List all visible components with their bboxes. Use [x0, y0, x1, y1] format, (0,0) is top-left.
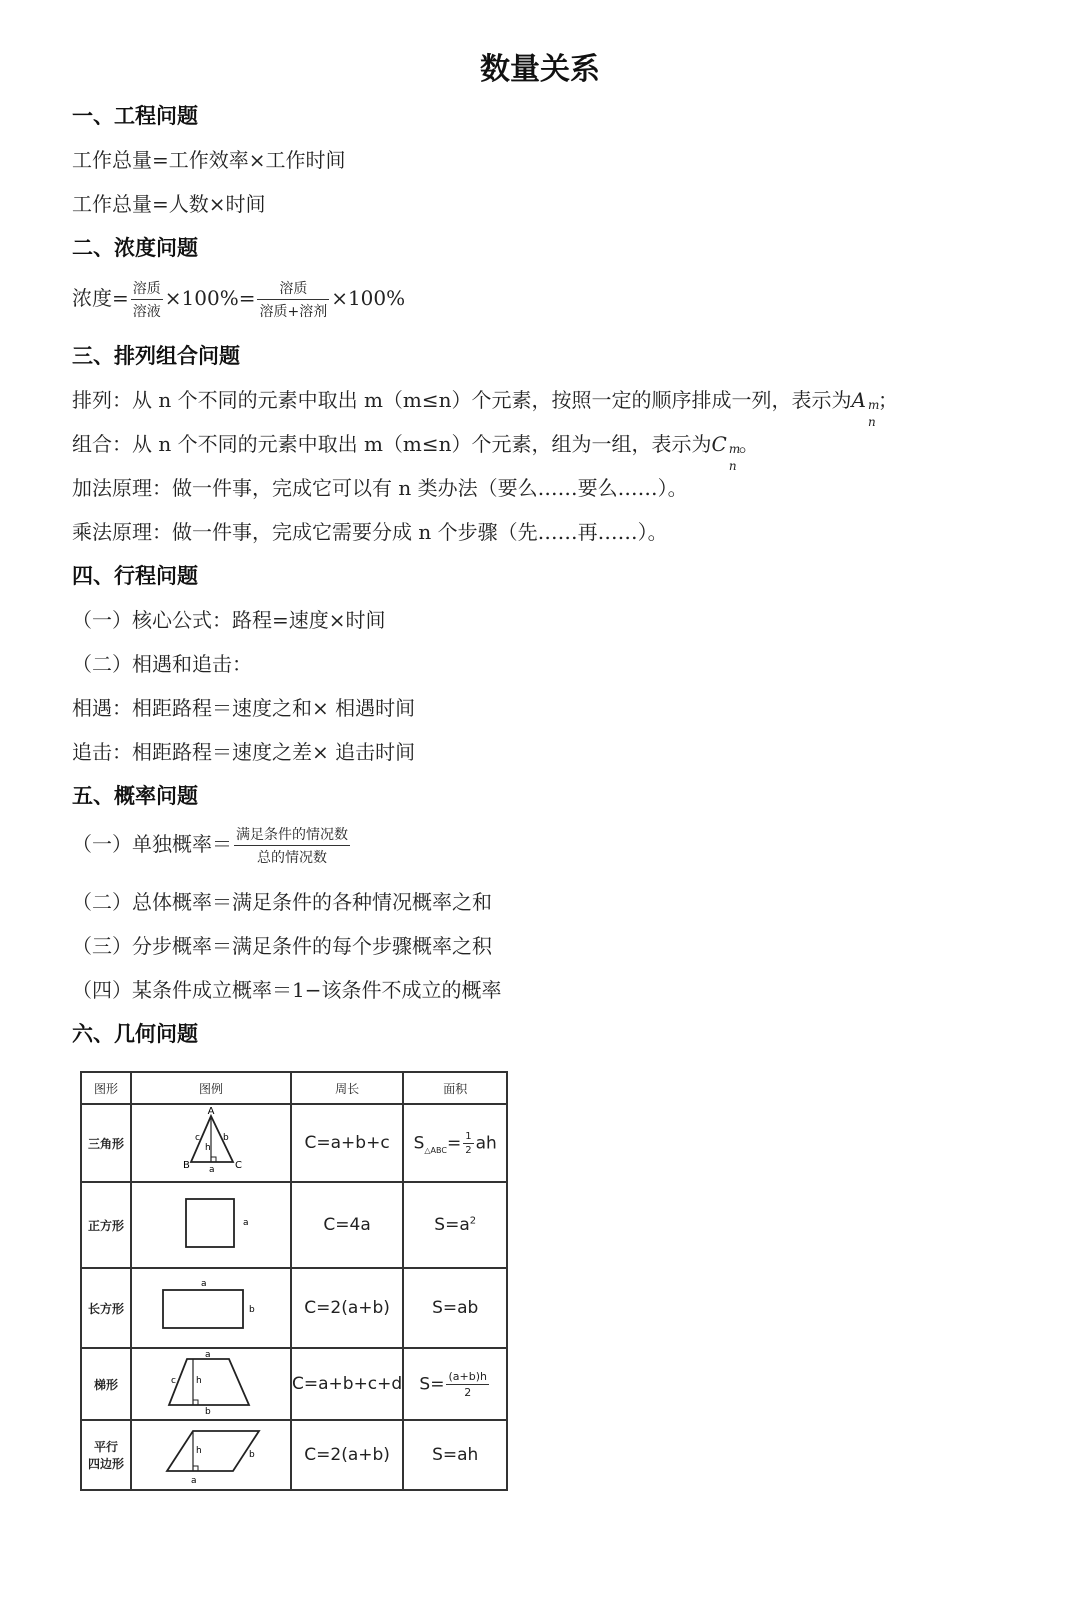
- rectangle-figure: [131, 1268, 291, 1348]
- area-exponent: 2: [469, 1215, 477, 1227]
- trapezoid-diagram: [141, 1349, 281, 1415]
- label-c: c: [195, 1133, 200, 1143]
- table-row-parallelogram: [81, 1420, 507, 1490]
- section-heading-probability: 五、概率问题: [72, 784, 198, 808]
- area-eq: =: [446, 1133, 462, 1153]
- travel-meet-formula: 相遇：相距路程＝速度之和× 相遇时间: [72, 696, 416, 720]
- combination-symbol: [711, 432, 741, 473]
- fraction-denominator: 2: [464, 1385, 472, 1399]
- symbol-c: C: [711, 432, 727, 456]
- label-h: h: [196, 1446, 202, 1456]
- label-a: a: [191, 1476, 197, 1485]
- rectangle-diagram: [141, 1276, 281, 1336]
- shape-name-line1: 平行: [93, 1440, 118, 1454]
- label-b: b: [223, 1133, 229, 1143]
- multiplication-principle: 乘法原理：做一件事，完成它需要分成 n 个步骤（先……再……）。: [72, 520, 668, 544]
- shape-name: 长方形: [81, 1268, 131, 1348]
- label-a: a: [201, 1279, 207, 1289]
- concentration-prefix: 浓度=: [72, 286, 129, 310]
- probability-overall: （二）总体概率＝满足条件的各种情况概率之和: [72, 890, 492, 914]
- shape-name: 正方形: [81, 1182, 131, 1268]
- fraction-numerator: 1: [465, 1130, 472, 1142]
- table-row-trapezoid: [81, 1348, 507, 1420]
- table-row-square: [81, 1182, 507, 1268]
- travel-chase-formula: 追击：相距路程＝速度之差× 追击时间: [72, 740, 416, 764]
- fraction-numerator: 溶质: [131, 278, 163, 300]
- concentration-suffix: ×100%: [331, 286, 406, 310]
- triangle-perimeter: C=a+b+c: [291, 1104, 403, 1182]
- area-s: S=: [419, 1374, 445, 1394]
- triangle-diagram: [151, 1106, 271, 1176]
- travel-meet-chase: （二）相遇和追击：: [72, 652, 252, 676]
- label-C: C: [235, 1160, 242, 1171]
- shape-name-line2: 四边形: [87, 1457, 124, 1471]
- table-header-row: [81, 1072, 507, 1104]
- permutation-text: 排列：从 n 个不同的元素中取出 m（m≤n）个元素，按照一定的顺序排成一列，表示为: [72, 388, 852, 412]
- table-row-triangle: [81, 1104, 507, 1182]
- fraction-denominator: 总的情况数: [257, 850, 327, 866]
- label-a: a: [205, 1350, 211, 1360]
- header-area: 面积: [403, 1072, 507, 1104]
- area-ah: ah: [475, 1133, 497, 1153]
- combination-definition: [72, 428, 759, 473]
- engineering-formula-2: 工作总量=人数×时间: [72, 192, 266, 216]
- label-b: b: [249, 1450, 255, 1460]
- addition-principle: 加法原理：做一件事，完成它可以有 n 类办法（要么……要么……）。: [72, 476, 688, 500]
- section-heading-concentration: 二、浓度问题: [72, 236, 198, 260]
- label-B: B: [183, 1160, 190, 1171]
- probability-single: [72, 824, 352, 867]
- label-a: a: [243, 1218, 249, 1228]
- engineering-formula-1: 工作总量=工作效率×工作时间: [72, 148, 346, 172]
- label-b: b: [205, 1407, 211, 1415]
- square-area: [403, 1182, 507, 1268]
- symbol-a: A: [851, 388, 866, 412]
- probability-single-label: （一）单独概率＝: [72, 832, 232, 856]
- square-figure: [131, 1182, 291, 1268]
- shape-name: 三角形: [81, 1104, 131, 1182]
- fraction-numerator: 溶质: [257, 278, 329, 300]
- area-subscript: △ABC: [424, 1145, 447, 1155]
- parallelogram-diagram: [141, 1421, 281, 1485]
- header-shape: 图形: [81, 1072, 131, 1104]
- square-perimeter: C=4a: [291, 1182, 403, 1268]
- permutation-end: ；: [877, 388, 898, 412]
- parallelogram-area: S=ah: [403, 1420, 507, 1490]
- fraction-numerator: 满足条件的情况数: [234, 824, 350, 846]
- fraction-solute-solution: [131, 278, 163, 321]
- label-c: c: [171, 1376, 176, 1386]
- symbol-sub: n: [867, 415, 876, 429]
- section-heading-travel: 四、行程问题: [72, 564, 198, 588]
- probability-complement: （四）某条件成立概率＝1−该条件不成立的概率: [72, 978, 502, 1002]
- triangle-area: [403, 1104, 507, 1182]
- fraction-solute-total: [257, 278, 329, 321]
- fraction-denominator: 溶质+溶剂: [259, 304, 328, 320]
- trapezoid-figure: [131, 1348, 291, 1420]
- probability-stepwise: （三）分步概率＝满足条件的每个步骤概率之积: [72, 934, 492, 958]
- probability-fraction: [234, 824, 350, 867]
- fraction-denominator: 2: [465, 1144, 472, 1156]
- area-fraction: [463, 1131, 473, 1156]
- area-fraction: [446, 1370, 489, 1399]
- label-A: A: [207, 1106, 215, 1117]
- shape-name: [81, 1420, 131, 1490]
- trapezoid-perimeter: C=a+b+c+d: [291, 1348, 403, 1420]
- fraction-numerator: (a+b)h: [448, 1369, 487, 1383]
- rectangle-area: S=ab: [403, 1268, 507, 1348]
- symbol-sup: m: [728, 442, 741, 456]
- trapezoid-area: [403, 1348, 507, 1420]
- section-heading-engineering: 一、工程问题: [72, 104, 198, 128]
- label-a: a: [209, 1165, 215, 1175]
- permutation-symbol: [851, 388, 880, 429]
- permutation-definition: [72, 384, 898, 429]
- parallelogram-perimeter: C=2(a+b): [291, 1420, 403, 1490]
- parallelogram-figure: [131, 1420, 291, 1490]
- shape-name: 梯形: [81, 1348, 131, 1420]
- triangle-figure: [131, 1104, 291, 1182]
- symbol-sup: m: [867, 398, 880, 412]
- symbol-sub: n: [728, 459, 737, 473]
- combination-text: 组合：从 n 个不同的元素中取出 m（m≤n）个元素，组为一组，表示为: [72, 432, 712, 456]
- area-text: S=a: [434, 1215, 470, 1235]
- concentration-mid: ×100%=: [164, 286, 256, 310]
- geometry-table: [80, 1071, 508, 1491]
- page-title: 数量关系: [480, 52, 600, 87]
- header-perimeter: 周长: [291, 1072, 403, 1104]
- travel-core-formula: （一）核心公式：路程=速度×时间: [72, 608, 386, 632]
- area-s: S: [413, 1133, 425, 1153]
- section-heading-geometry: 六、几何问题: [72, 1022, 198, 1046]
- fraction-denominator: 溶液: [132, 304, 161, 320]
- combination-end: 。: [738, 432, 759, 456]
- section-heading-permutation: 三、排列组合问题: [72, 344, 240, 368]
- table-row-rectangle: [81, 1268, 507, 1348]
- square-diagram: [151, 1193, 271, 1253]
- label-h: h: [196, 1376, 202, 1386]
- concentration-formula: [72, 278, 405, 321]
- header-figure: 图例: [131, 1072, 291, 1104]
- label-b: b: [249, 1305, 255, 1315]
- rectangle-perimeter: C=2(a+b): [291, 1268, 403, 1348]
- label-h: h: [205, 1143, 211, 1153]
